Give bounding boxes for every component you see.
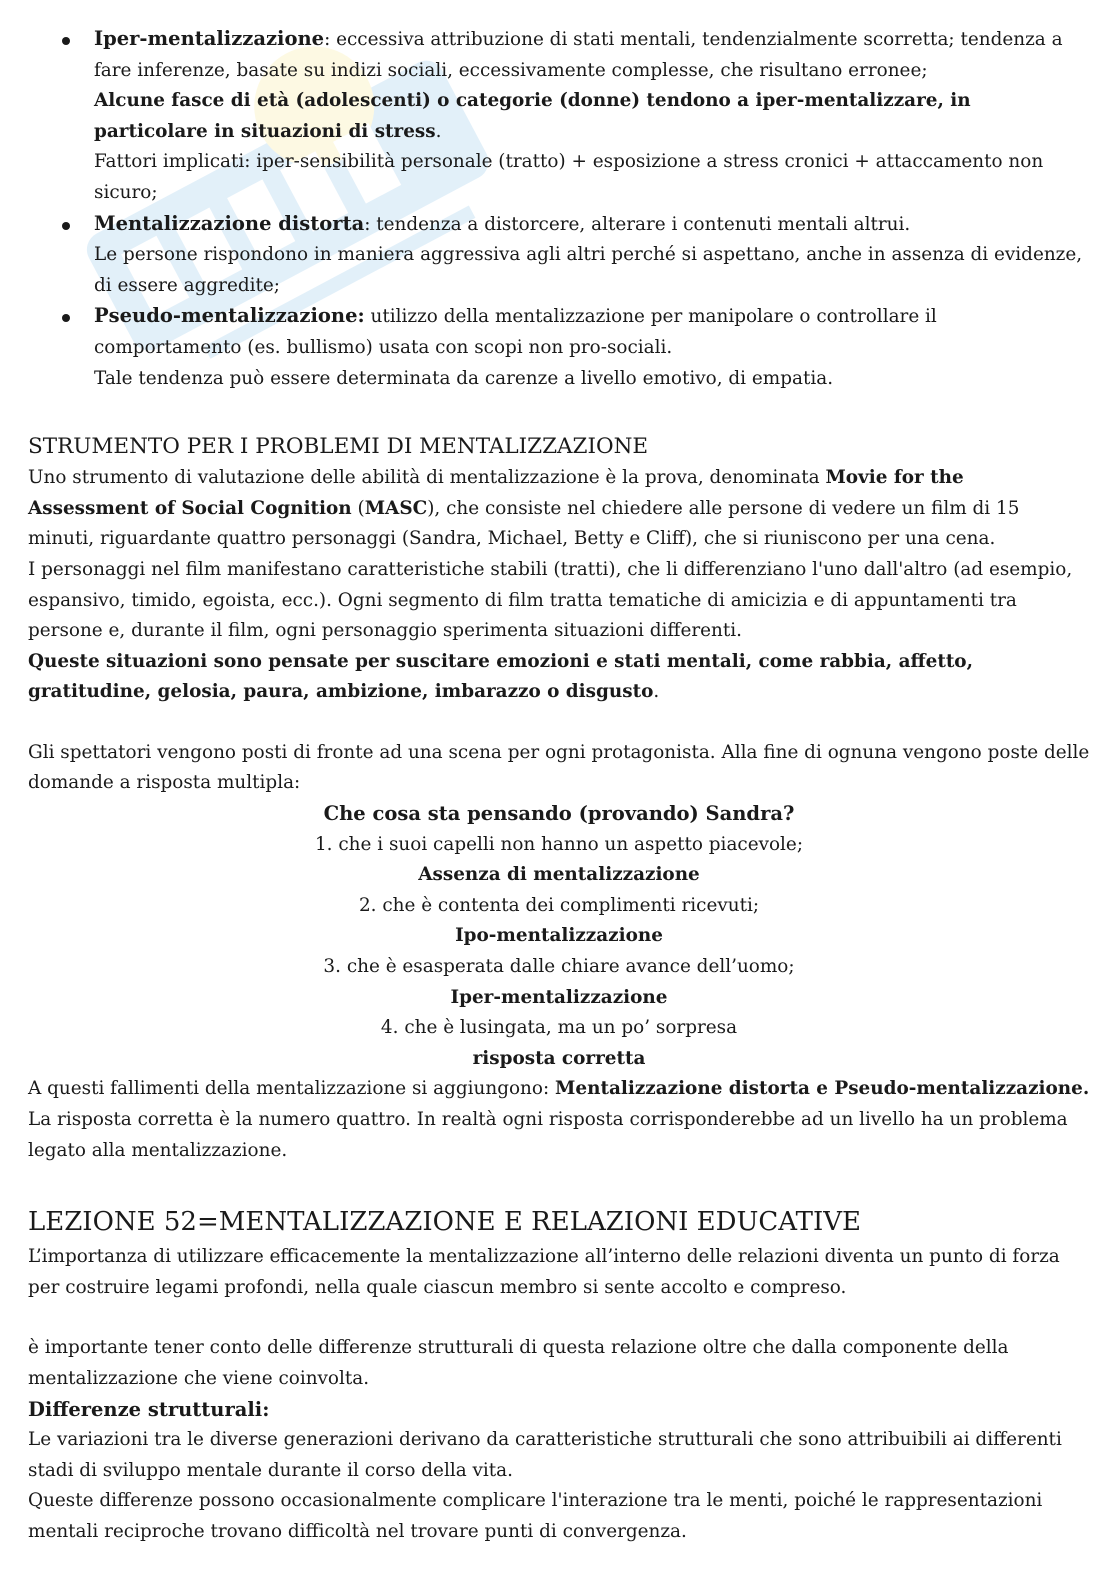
term: Mentalizzazione distorta xyxy=(94,211,365,235)
list-item: Mentalizzazione distorta: tendenza a distorcere, alterare i contenuti mentali altrui. Le persone rispondono in maniera aggressiva agli altri perché si aspettano, anche in assenza di evidenze, di essere aggredite; xyxy=(28,209,1090,302)
masc-question-block xyxy=(28,799,1090,1074)
subheading: Differenze strutturali: xyxy=(28,1397,270,1421)
question: Che cosa sta pensando (provando) Sandra? xyxy=(323,802,795,826)
bold-note: Alcune fasce di età (adolescenti) o categorie (donne) tendono a iper-mentalizzare, in particolare in situazioni di stress xyxy=(94,90,971,142)
section-heading: STRUMENTO PER I PROBLEMI DI MENTALIZZAZIONE xyxy=(28,434,649,460)
list-item: Iper-mentalizzazione: eccessiva attribuzione di stati mentali, tendenzialmente scorretta; tendenza a fare inferenze, basate su indizi sociali, eccessivamente complesse, che risultano erronee; Alcune fasce di età (adolescenti) o categorie (donne) tendono a iper-mentalizzare, in particolare in situazioni di stress. Fattori implicati: iper-sensibilità personale (tratto) + esposizione a stress cronici + attaccamento non sicuro; xyxy=(28,24,1090,209)
paragraph: La risposta corretta è la numero quattro. In realtà ogni risposta corrisponderebbe ad un livello ha un problema legato alla mentalizzazione. xyxy=(28,1109,1068,1161)
answer-label: Ipo-mentalizzazione xyxy=(455,925,663,947)
paragraph: I personaggi nel film manifestano caratteristiche stabili (tratti), che li differenziano l'uno dall'altro (ad esempio, espansivo, timido, egoista, ecc.). Ogni segmento di film tratta tematiche di amicizia e di appuntamenti tra persone e, durante il film, ogni personaggio sperimenta situazioni differenti. xyxy=(28,558,1073,642)
paragraph: Gli spettatori vengono posti di fronte ad una scena per ogni protagonista. Alla fine di ognuna vengono poste delle domande a risposta multipla: xyxy=(28,741,1090,794)
term: Pseudo-mentalizzazione: xyxy=(94,304,365,328)
answer-label: risposta corretta xyxy=(472,1047,646,1069)
mentalization-types-list xyxy=(28,24,1090,394)
answer-label: Iper-mentalizzazione xyxy=(450,986,668,1008)
paragraph: Le variazioni tra le diverse generazioni derivano da caratteristiche strutturali che sono attribuibili ai differenti stadi di sviluppo mentale durante il corso della vita. xyxy=(28,1429,1062,1481)
answer-option: 3. che è esasperata dalle chiare avance dell’uomo; xyxy=(323,956,795,978)
document-page xyxy=(28,24,1090,1548)
paragraph: è importante tener conto delle differenze strutturali di questa relazione oltre che dalla componente della mentalizzazione che viene coinvolta. xyxy=(28,1337,1009,1389)
term: Iper-mentalizzazione xyxy=(94,27,325,50)
paragraph: Queste situazioni sono pensate per suscitare emozioni e stati mentali, come rabbia, affetto, gratitudine, gelosia, paura, ambizione, imbarazzo o disgusto. xyxy=(28,650,973,703)
answer-option: 4. che è lusingata, ma un po’ sorpresa xyxy=(380,1017,738,1039)
answer-option: 2. che è contenta dei complimenti ricevuti; xyxy=(358,894,760,916)
paragraph: A questi fallimenti della mentalizzazione si aggiungono: Mentalizzazione distorta e Pseudo-mentalizzazione. xyxy=(28,1078,1090,1100)
list-item: Pseudo-mentalizzazione: utilizzo della mentalizzazione per manipolare o controllare il comportamento (es. bullismo) usata con scopi non pro-sociali. Tale tendenza può essere determinata da carenze a livello emotivo, di empatia. xyxy=(28,301,1090,394)
paragraph: L’importanza di utilizzare efficacemente la mentalizzazione all’interno delle relazioni diventa un punto di forza per costruire legami profondi, nella quale ciascun membro si sente accolto e compreso. xyxy=(28,1246,1060,1298)
paragraph: Uno strumento di valutazione delle abilità di mentalizzazione è la prova, denominata Movie for the Assessment of Social Cognition (MASC), che consiste nel chiedere alle persone di vedere un film di 15 minuti, riguardante quattro personaggi (Sandra, Michael, Betty e Cliff), che si riuniscono per una cena. xyxy=(28,467,1020,550)
paragraph: Queste differenze possono occasionalmente complicare l'interazione tra le menti, poiché le rappresentazioni mentali reciproche trovano difficoltà nel trovare punti di convergenza. xyxy=(28,1490,1043,1542)
answer-label: Assenza di mentalizzazione xyxy=(418,864,700,886)
lesson-heading: LEZIONE 52=MENTALIZZAZIONE E RELAZIONI EDUCATIVE xyxy=(28,1207,862,1238)
answer-option: 1. che i suoi capelli non hanno un aspetto piacevole; xyxy=(314,833,804,855)
